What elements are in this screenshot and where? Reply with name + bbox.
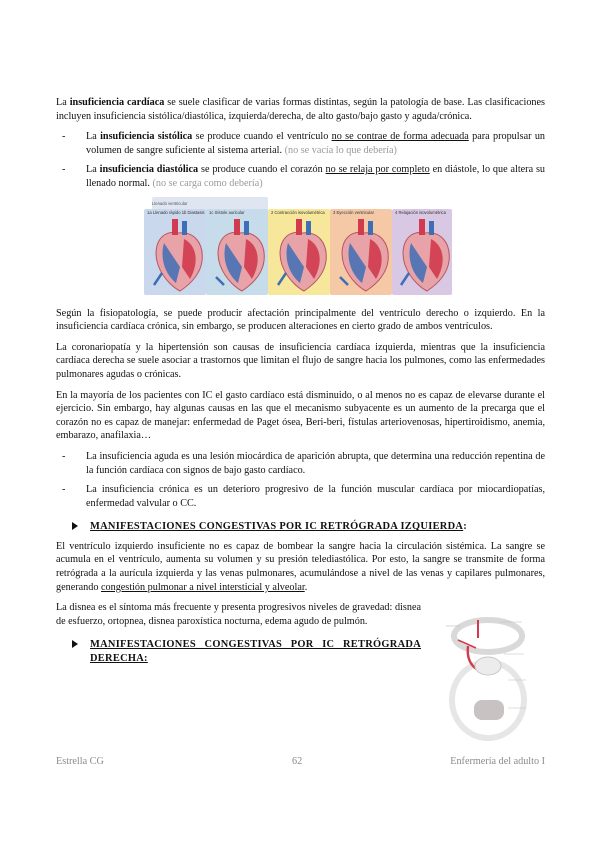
heart-drawing xyxy=(154,219,202,291)
left-paragraph-2: La disnea es el síntoma más frecuente y presenta progresivos niveles de gravedad: disnea de esfuerzo, ortopnea, disnea paroxística nocturna, edema agudo de pulmón. xyxy=(56,602,421,627)
left-paragraph-1: El ventrículo izquierdo insuficiente no es capaz de bombear la sangre hacia la circulación sistémica. La sangre se acumula en el ventrículo, aumenta su volumen y su presión telediastólica. Por esto, la sangre se transmite de forma retrógrada a la aurícula izquierda y las venas pulmonares, acumulándose a nivel de las venas y capilares pulmonares, generando congestión pulmonar a nivel intersticial y alveolar. xyxy=(56,540,545,593)
hearts-illustration xyxy=(144,197,452,295)
intro-term: insuficiencia cardíaca xyxy=(69,97,165,108)
heart-drawing xyxy=(340,219,388,291)
types-list xyxy=(56,130,545,190)
figure-panel: 4 Relajación isovolumétrica xyxy=(392,209,452,295)
figure-panel: 3 Eyección ventricular xyxy=(330,209,392,295)
figure-panel: 1c Sístole auricular xyxy=(206,209,268,295)
list-item: - La insuficiencia diastólica se produce cuando el corazón no se relaja por completo en diástole, lo que altera su llenado normal. (no se carga como debería) xyxy=(56,163,545,190)
footer-author: Estrella CG xyxy=(56,756,104,767)
grey-note: (no se vacía lo que debería) xyxy=(284,144,397,156)
footer-subject: Enfermería del adulto I xyxy=(450,756,545,767)
figure-panel: 2 Contracción isovolumétrica xyxy=(268,209,330,295)
document-body xyxy=(56,96,545,672)
acute-chronic-list xyxy=(56,450,545,510)
figure-caption: Llenado ventricular xyxy=(152,197,268,211)
section-heading-left: MANIFESTACIONES CONGESTIVAS POR IC RETRÓGRADA IZQUIERDA: xyxy=(56,520,545,534)
intro-text: La xyxy=(56,97,70,108)
heart-drawing xyxy=(278,219,326,291)
heart-drawing xyxy=(216,219,264,291)
paragraph: En la mayoría de los pacientes con IC el gasto cardíaco está disminuido, o al menos no es capaz de elevarse durante el ejercicio. Sin embargo, hay algunas causas en las que el mecanismo subyacente es un aumento de la precarga que el corazón no es capaz de manejar: enfermedad de Paget ósea, Beri-beri, fístulas arteriovenosas, hipertiroidismo, anemia, embarazo, anafilaxia… xyxy=(56,389,545,442)
arrow-bullet-icon xyxy=(72,522,78,530)
paragraph: Según la fisiopatología, se puede producir afectación principalmente del ventrículo derecho o izquierdo. En la insuficiencia cardíaca crónica, sin embargo, se producen alteraciones en cierto grado de ambos ventrículos. xyxy=(56,307,545,333)
intro-paragraph xyxy=(56,96,545,123)
heart-drawing xyxy=(401,219,449,291)
intro-text-rest: se suele clasificar de varias formas distintas, según la patología de base. Las clasificaciones incluyen insuficiencia sistólica/diastólica, izquierda/derecha, de alto gasto/bajo gasto y aguda/crónica. xyxy=(56,97,545,122)
list-item: - La insuficiencia sistólica se produce cuando el ventrículo no se contrae de forma adecuada para propulsar un volumen de sangre suficiente al sistema arterial. (no se vacía lo que debería) xyxy=(56,130,545,157)
circulation-diagram xyxy=(438,608,538,753)
grey-note: (no se carga como debería) xyxy=(152,177,263,189)
list-item: - La insuficiencia aguda es una lesión miocárdica de aparición abrupta, que determina una reducción repentina de la función cardíaca con signos de bajo gasto cardíaco. xyxy=(56,450,545,477)
section-heading-right: MANIFESTACIONES CONGESTIVAS POR IC RETRÓGRADA DERECHA: xyxy=(56,638,421,665)
figure-panel: 1a Llenado rápido 1b Diastasis xyxy=(144,209,206,295)
paragraph: La coronariopatía y la hipertensión son causas de insuficiencia cardíaca izquierda, mientras que la insuficiencia cardíaca derecha se suele asociar a trastornos que limitan el flujo de sangre hacia los pulmones, como las enfermedades pulmonares agudas o crónicas. xyxy=(56,341,545,380)
arrow-bullet-icon xyxy=(72,640,78,648)
cardiac-cycle-figure xyxy=(144,197,452,295)
list-item: - La insuficiencia crónica es un deterioro progresivo de la función muscular cardíaca por miocardiopatías, enfermedad valvular o CC. xyxy=(56,483,545,510)
footer-page-number: 62 xyxy=(292,756,303,767)
